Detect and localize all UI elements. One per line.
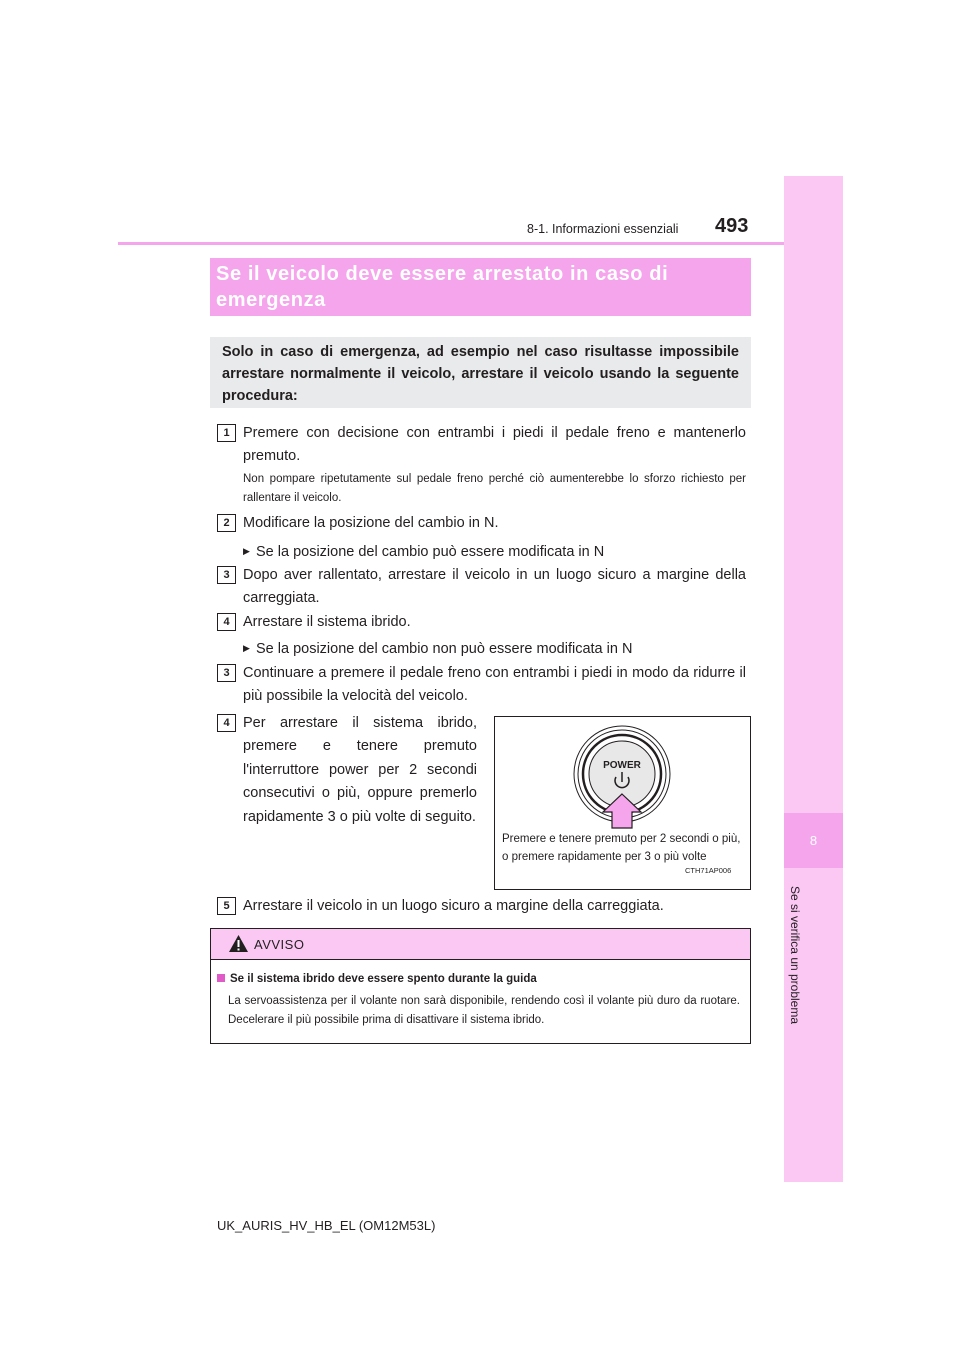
warning-icon — [228, 934, 249, 953]
branch-text: Se la posizione del cambio non può essere modificata in N — [256, 641, 633, 657]
warning-header — [211, 929, 750, 960]
step-number: 1 — [217, 424, 236, 442]
step-note: Non pompare ripetutamente sul pedale freno perché ciò aumenterebbe lo sforzo richiesto per rallentare il veicolo. — [243, 473, 746, 504]
footer-code: UK_AURIS_HV_HB_EL (OM12M53L) — [217, 1218, 436, 1233]
branch-text: Se la posizione del cambio può essere modificata in N — [256, 544, 605, 560]
warning-text: La servoassistenza per il volante non sarà disponibile, rendendo così il volante più duro da ruotare. Decelerare il più possibile prima di disattivare il sistema ibrido. — [228, 995, 740, 1026]
square-bullet-icon — [217, 974, 225, 982]
step-text: Arrestare il veicolo in un luogo sicuro a margine della carreggiata. — [243, 898, 664, 914]
side-tab-label-text: Se si verifica un problema — [788, 885, 802, 1025]
power-button-label: POWER — [603, 760, 641, 771]
step-text: Continuare a premere il pedale freno con entrambi i piedi in modo da ridurre il più possibile la velocità del veicolo. — [243, 665, 746, 704]
triangle-bullet-icon: ▶ — [243, 643, 250, 653]
warning-subtitle — [217, 973, 537, 985]
step-number: 3 — [217, 566, 236, 584]
side-tab — [784, 176, 843, 1182]
section-title-text: Se il veicolo deve essere arrestato in caso di emergenza — [216, 263, 669, 311]
intro-text: Solo in caso di emergenza, ad esempio nel caso risultasse impossibile arrestare normalmente il veicolo, arrestare il veicolo usando la seguente procedura: — [222, 344, 739, 404]
chapter-title: 8-1. Informazioni essenziali — [527, 222, 679, 236]
intro-box — [210, 337, 751, 408]
step-text: Arrestare il sistema ibrido. — [243, 614, 411, 630]
warning-label: AVVISO — [254, 937, 305, 952]
step-text: Premere con decisione con entrambi i piedi il pedale freno e mantenerlo premuto. — [243, 425, 746, 464]
branch-heading — [243, 540, 604, 563]
side-tab-label — [786, 880, 804, 1030]
page-number: 493 — [715, 215, 749, 237]
step-number: 3 — [217, 664, 236, 682]
branch-heading — [243, 637, 632, 660]
step-number: 2 — [217, 514, 236, 532]
warning-box — [210, 928, 751, 1044]
side-tab-number: 8 — [784, 813, 843, 868]
triangle-bullet-icon: ▶ — [243, 546, 250, 556]
figure-caption: Premere e tenere premuto per 2 secondi o più, o premere rapidamente per 3 o più volte — [502, 833, 741, 863]
warning-subtitle-text: Se il sistema ibrido deve essere spento durante la guida — [230, 973, 537, 985]
step-text: Modificare la posizione del cambio in N. — [243, 515, 499, 531]
step-text: Dopo aver rallentato, arrestare il veicolo in un luogo sicuro a margine della carreggiata. — [243, 567, 746, 606]
figure-code: CTH71AP006 — [685, 866, 732, 875]
header-rule — [118, 242, 784, 245]
step-text: Per arrestare il sistema ibrido, premere e tenere premuto l'interruttore power per 2 secondi consecutivi o più, oppure premerlo rapidamente 3 o più volte di seguito. — [243, 715, 477, 825]
section-title — [210, 258, 751, 316]
step-number: 4 — [217, 613, 236, 631]
step-number: 4 — [217, 714, 236, 732]
step-number: 5 — [217, 897, 236, 915]
